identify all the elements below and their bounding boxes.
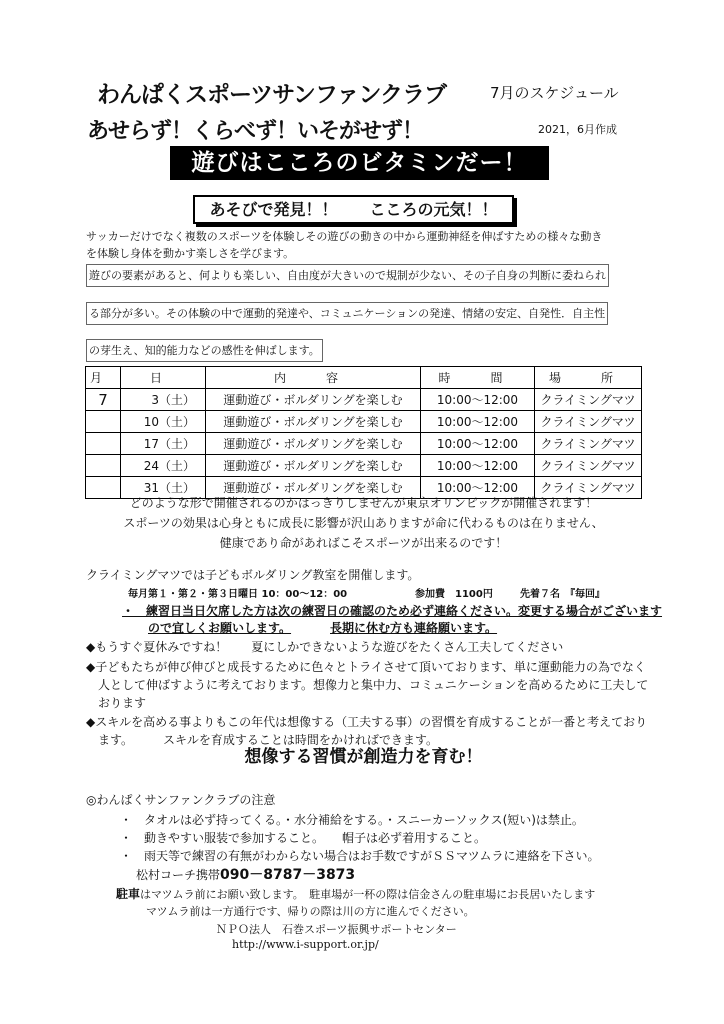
bullet-2-line-1: ◆子どもたちが伸び伸びと成長するために色々とトライさせて頂いております、単に運動能力の為でなく (86, 660, 646, 674)
climbing-notice-1: ・ 練習日当日欠席した方は次の練習日の確認のため必ず連絡ください。変更する場合がございます (122, 604, 663, 618)
climbing-fee: 参加費 1100円 (415, 589, 493, 600)
club-title: わんぱくスポーツサンファンクラブ (97, 82, 447, 108)
phone-number: 090－8787－3873 (220, 867, 356, 883)
row-month (86, 411, 121, 433)
row-content: 運動遊び・ボルダリングを楽しむ (206, 433, 421, 455)
climbing-schedule: 毎月第１・第２・第３日曜日 10：00～12：00 (128, 589, 348, 600)
parking-line-1 (116, 885, 595, 902)
row-content: 運動遊び・ボルダリングを楽しむ (206, 477, 421, 499)
row-time: 10:00～12:00 (421, 433, 535, 455)
message-line-3: 健康であり命があればこそスポーツが出来るのです！ (219, 536, 508, 550)
header-time: 時 間 (421, 367, 535, 389)
table-row (86, 389, 642, 411)
table-row (86, 433, 642, 455)
row-month (86, 433, 121, 455)
intro-line-1 (86, 228, 646, 245)
row-content: 運動遊び・ボルダリングを楽しむ (206, 389, 421, 411)
row-date: 24（土） (121, 455, 206, 477)
parking-text-1: はマツムラ前にお願い致します。 駐車場が一杯の際は信金さんの駐車場にお長居いたします (140, 888, 596, 901)
month-schedule-label: 7月のスケジュール (490, 84, 619, 102)
message-line-2: スポーツの効果は心身ともに成長に影響が沢山ありますが命に代わるものは在りません、 (123, 516, 604, 530)
row-date: 10（土） (121, 411, 206, 433)
bullet-3-line-1: ◆スキルを高める事よりもこの年代は想像する（工夫する事）の習慣を育成することが一番と考えており (86, 715, 648, 729)
row-content: 運動遊び・ボルダリングを楽しむ (206, 411, 421, 433)
header-date: 日 (121, 367, 206, 389)
row-month (86, 455, 121, 477)
row-place: クライミングマツ (535, 433, 642, 455)
note-2: ・ 動きやすい服装で参加すること。 帽子は必ず着用すること。 (120, 831, 487, 845)
parking-label: 駐車 (116, 887, 141, 901)
bullet-2-line-2: 人として伸ばすように考えております。想像力と集中力、コミュニケーションを高めるために工夫して (98, 678, 649, 692)
intro-box-2: る部分が多い。その体験の中で運動的発達や、コミュニケーションの発達、情緒の安定、自発性．自主性 (86, 302, 608, 325)
intro-box-1: 遊びの要素があると、何よりも楽しい、自由度が大きいので規制が少ない、その子自身の判断に委ねられ (86, 264, 609, 287)
notes-heading: ◎わんぱくサンファンクラブの注意 (86, 793, 276, 807)
table-row (86, 411, 642, 433)
bullet-1: ◆もうすぐ夏休みですね！ 夏にしかできないような遊びをたくさん工夫してください (86, 640, 564, 654)
row-month: 7 (86, 389, 121, 411)
intro-line-1a: サッカーだけでなく複数のスポーツを体験し (86, 230, 306, 243)
phone-line (136, 864, 355, 884)
phone-label: 松村コーチ携帯 (136, 868, 221, 882)
row-place: クライミングマツ (535, 411, 642, 433)
row-place: クライミングマツ (535, 389, 642, 411)
row-place: クライミングマツ (535, 455, 642, 477)
parking-line-2: マツムラ前は一方通行です、帰りの際は川の方に進んでください。 (146, 905, 475, 918)
row-time: 10:00～12:00 (421, 455, 535, 477)
website-url: http://www.i-support.or.jp/ (232, 938, 379, 951)
banner: 遊びはこころのビタミンだー！ (170, 146, 549, 180)
header-month: 月 (86, 367, 121, 389)
slogan: あせらず！くらべず！いそがせず！ (87, 119, 424, 144)
schedule-table (85, 366, 642, 499)
intro-line-1b: その遊びの動きの中から運動神経を伸ばすための様々な動き (305, 230, 603, 243)
climbing-notice-3: 長期に休む方も連絡願います。 (330, 621, 498, 635)
climbing-capacity: 先着７名 『毎回』 (520, 589, 605, 600)
row-time: 10:00～12:00 (421, 411, 535, 433)
row-time: 10:00～12:00 (421, 389, 535, 411)
bullet-3-line-2: ます。 スキルを育成することは時間をかければできます。 (98, 733, 438, 747)
row-place: クライミングマツ (535, 477, 642, 499)
row-content: 運動遊び・ボルダリングを楽しむ (206, 455, 421, 477)
subheading: あそびで発見！！ こころの元気！！ (193, 195, 514, 224)
table-row (86, 455, 642, 477)
intro-box-3: の芽生え、知的能力などの感性を伸ばします。 (86, 339, 323, 362)
intro (86, 228, 646, 262)
table-header-row (86, 367, 642, 389)
climbing-notice-2: ので宜しくお願いします。 (148, 621, 292, 635)
organization: ＮＰＯ法人 石巻スポーツ振興サポートセンター (216, 923, 457, 936)
creativity-heading: 想像する習慣が創造力を育む！ (244, 747, 483, 767)
header-content: 内 容 (206, 367, 421, 389)
created-date: 2021，6月作成 (538, 123, 617, 136)
intro-line-2: を体験し身体を動かす楽しさを学びます。 (86, 247, 295, 260)
row-date: 3（土） (121, 389, 206, 411)
row-date: 17（土） (121, 433, 206, 455)
note-3: ・ 雨天等で練習の有無がわからない場合はお手数ですがＳＳマツムラに連絡を下さい。 (120, 849, 600, 863)
header-place: 場 所 (535, 367, 642, 389)
bullet-2-line-3: おります (98, 696, 147, 710)
note-1: ・ タオルは必ず持ってくる。・水分補給をする。・スニーカーソックス(短い)は禁止。 (120, 813, 584, 827)
climbing-intro: クライミングマツでは子どもボルダリング教室を開催します。 (86, 568, 420, 582)
row-time: 10:00～12:00 (421, 477, 535, 499)
row-date: 31（土） (121, 477, 206, 499)
message-line-1: どのような形で開催されるのかはっきりしませんが東京オリンピックが開催されます！ (129, 496, 598, 510)
